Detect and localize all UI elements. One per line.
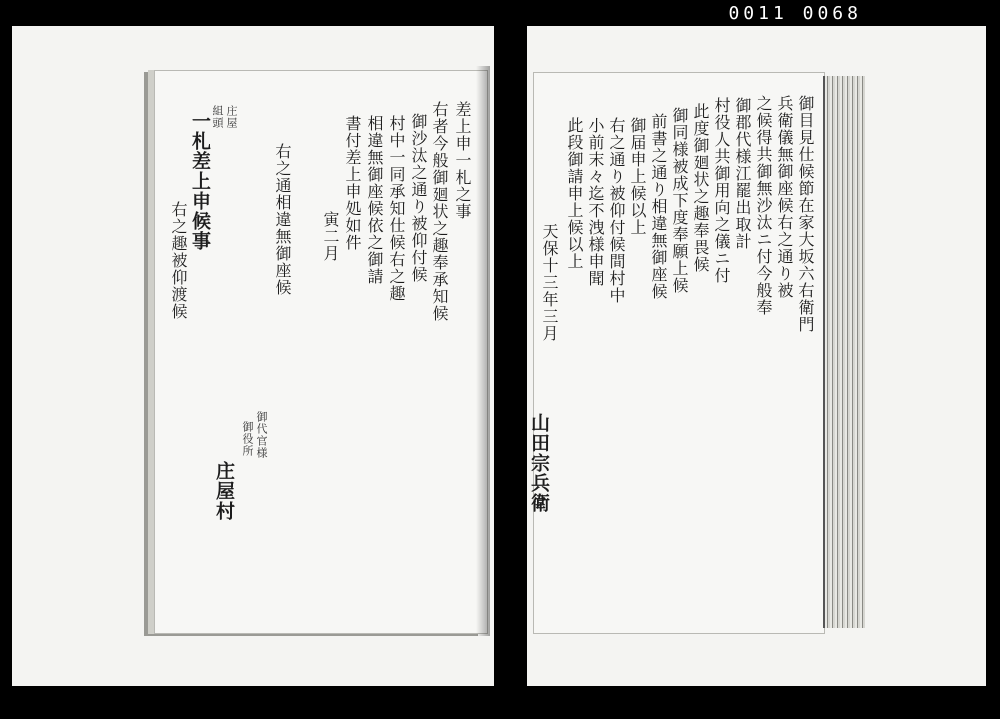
text-column-small: 組頭 — [211, 105, 224, 129]
text-column: 兵衛儀無御座候右之通り被 — [775, 95, 794, 299]
text-column-small: 御代官様 — [255, 411, 268, 459]
signature-mark: 庄屋村 — [213, 461, 235, 521]
right-book-page — [528, 72, 825, 634]
text-column: 此度御廻状之趣奉畏候 — [691, 103, 710, 273]
text-column-small: 御役所 — [241, 421, 254, 457]
text-column: 之候得共御無沙汰ニ付今般奉 — [754, 95, 773, 316]
text-column: 御沙汰之通り被仰付候 — [409, 113, 428, 283]
text-column: 御届申上候以上 — [628, 117, 647, 236]
text-column: 書付差上申処如件 — [343, 115, 362, 251]
text-column: 右之通り被仰付候間村中 — [607, 117, 626, 304]
date-column: 天保十三年三月 — [540, 223, 559, 342]
center-film-divider — [494, 0, 527, 719]
signature-column: 山田宗兵衛 — [528, 413, 550, 513]
left-book-page — [154, 70, 488, 634]
text-column: 此段御請申上候以上 — [565, 117, 584, 270]
page-fore-edge — [823, 76, 865, 628]
text-column: 御目見仕候節在家大坂六右衛門 — [796, 95, 815, 333]
date-column: 寅二月 — [321, 211, 340, 262]
text-column-heading: 一札差上申候事 — [189, 111, 211, 251]
text-column: 村役人共御用向之儀ニ付 — [712, 97, 731, 284]
film-frame-label: 0011 0068 — [728, 3, 862, 24]
text-column: 御郡代様江罷出取計 — [733, 97, 752, 250]
text-column-small: 庄屋 — [225, 105, 238, 129]
text-column: 相違無御座候依之御請 — [365, 115, 384, 285]
text-column: 右者今般御廻状之趣奉承知候 — [430, 101, 449, 322]
text-column: 前書之通り相違無御座候 — [649, 113, 668, 300]
text-column: 小前末々迄不洩様申聞 — [586, 117, 605, 287]
text-column: 差上申一札之事 — [453, 101, 472, 220]
text-column: 村中一同承知仕候右之趣 — [387, 115, 406, 302]
text-column: 御同様被成下度奉願上候 — [670, 107, 689, 294]
text-column: 右之通相違無御座候 — [273, 143, 292, 296]
spine-shadow — [476, 66, 490, 636]
text-column: 右之趣被仰渡候 — [169, 201, 188, 320]
